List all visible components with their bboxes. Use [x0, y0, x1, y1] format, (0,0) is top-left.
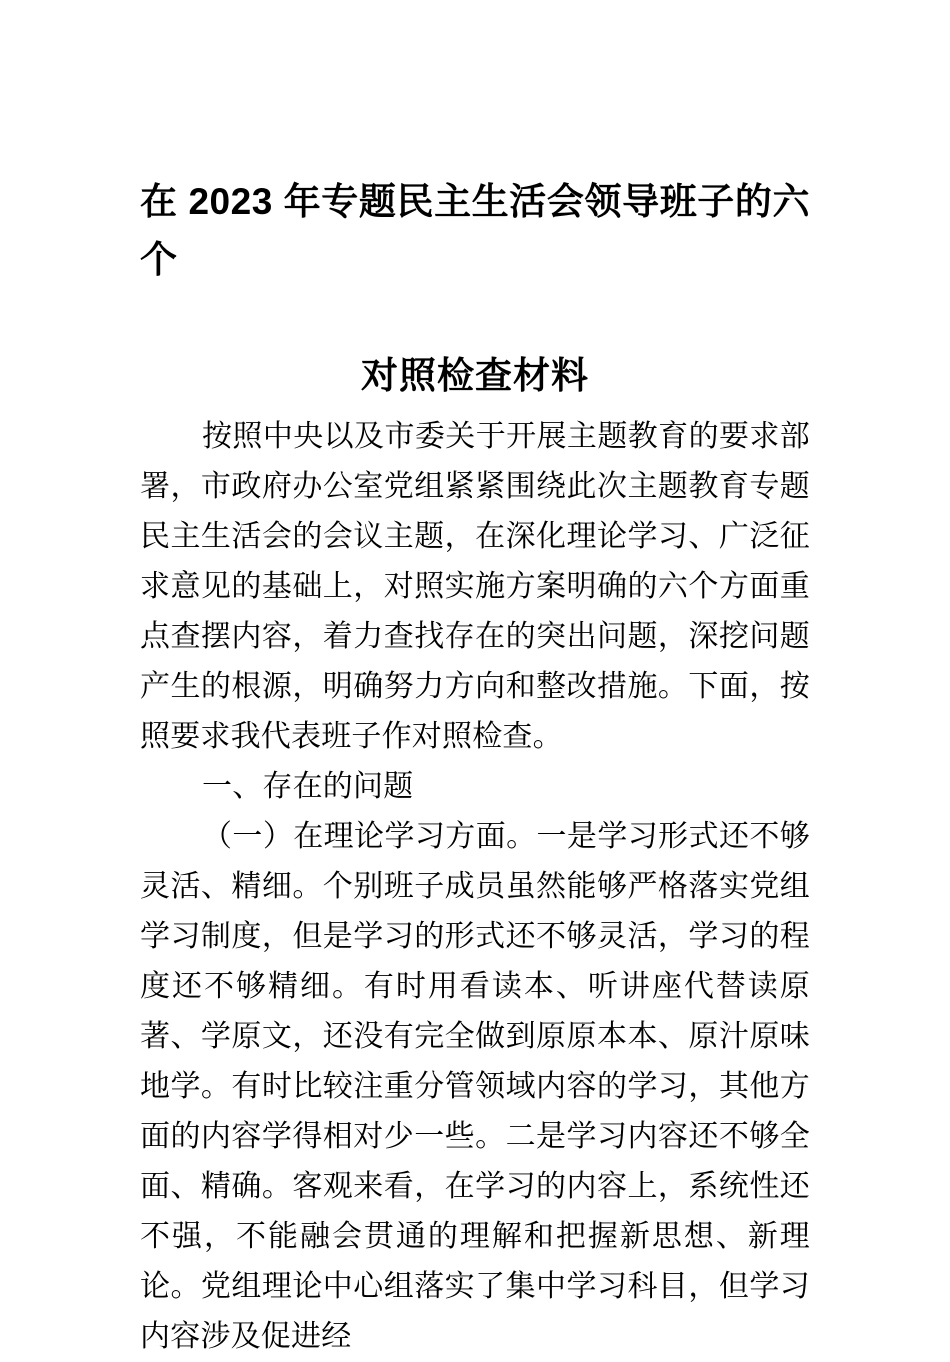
- page-title: [140, 173, 810, 405]
- paragraph-subsection-theory-study: （一）在理论学习方面。一是学习形式还不够灵活、精细。个别班子成员虽然能够严格落实党组学习制度，但是学习的形式还不够灵活，学习的程度还不够精细。有时用看读本、听讲座代替读原著、学原文，还没有完全做到原原本本、原汁原味地学。有时比较注重分管领域内容的学习，其他方面的内容学得相对少一些。二是学习内容还不够全面、精确。客观来看，在学习的内容上，系统性还不强，不能融会贯通的理解和把握新思想、新理论。党组理论中心组落实了集中学习科目，但学习内容涉及促进经: [140, 820, 810, 1353]
- section-heading-existing-problems: 一、存在的问题: [202, 770, 414, 803]
- page-title-line-2: 对照检查材料: [361, 354, 589, 396]
- document-body: [140, 412, 810, 1362]
- paragraph-intro: 按照中央以及市委关于开展主题教育的要求部署，市政府办公室党组紧紧围绕此次主题教育专题民主生活会的会议主题，在深化理论学习、广泛征求意见的基础上，对照实施方案明确的六个方面重点查摆内容，着力查找存在的突出问题，深挖问题产生的根源，明确努力方向和整改措施。下面，按照要求我代表班子作对照检查。: [140, 420, 810, 753]
- page-title-line-1: 在 2023 年专题民主生活会领导班子的六个: [140, 180, 810, 280]
